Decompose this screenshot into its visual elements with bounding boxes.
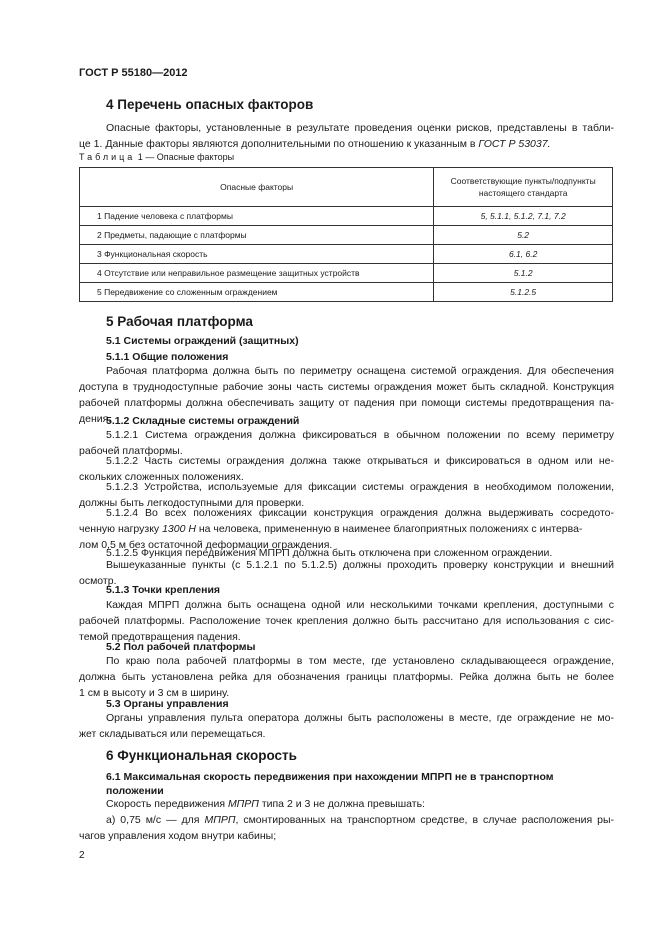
text-line: должна быть установлена рейка для обозначения границы платформы. Рейка должна быть не более — [79, 671, 614, 683]
load-value: 1300 Н — [162, 523, 196, 535]
subsection-5-1-3-text — [79, 597, 614, 645]
text-line: 5.1.2.3 Устройства, используемые для фиксации системы ограждения в необходимом положении, — [106, 481, 614, 493]
subsection-5-3-title: 5.3 Органы управления — [106, 698, 229, 710]
table-row — [80, 283, 613, 302]
column-header-clauses — [434, 168, 613, 207]
section-6-title: 6 Функциональная скорость — [106, 748, 297, 763]
text-line: 5.1.2.5 Функция передвижения МПРП должна быть отключена при сложенном ограждении. — [106, 547, 553, 559]
text-span: а) 0,75 м/с — для — [106, 814, 205, 826]
table-cell: 2 Предметы, падающие с платформы — [80, 226, 434, 245]
speed-intro — [79, 796, 614, 812]
table-caption — [79, 152, 234, 162]
mprp-term: МПРП — [204, 814, 236, 826]
table-cell: 5, 5.1.1, 5.1.2, 7.1, 7.2 — [434, 207, 613, 226]
text-line: Опасные факторы, установленные в результате проведения оценки рисков, представлены в табли- — [106, 122, 614, 134]
text-line: дения. — [79, 413, 112, 425]
text-line: лом 0,5 м без остаточной деформации ограждения. — [79, 539, 333, 551]
text-line — [79, 812, 614, 828]
table-cell: 6.1, 6.2 — [434, 245, 613, 264]
section-5-title: 5 Рабочая платформа — [106, 314, 253, 329]
text-line: доступа в труднодоступные рабочие зоны часть системы ограждения может быть складной. Конструкция — [79, 381, 614, 393]
subsection-5-1-3-title: 5.1.3 Точки крепления — [106, 584, 221, 596]
text-span: Скорость передвижения — [106, 798, 228, 810]
text-line: рабочей платформы. — [79, 445, 183, 457]
text-line: 5.1.2.4 Во всех положениях фиксации конструкция ограждения должна выдерживать сосредото- — [106, 507, 614, 519]
text-span: це 1. Данные факторы являются дополнительными по отношению к указанным в — [79, 138, 479, 150]
table-row — [80, 226, 613, 245]
text-line: рабочей платформы. Расположение точек крепления должно быть рассчитано для использования с сис- — [79, 615, 614, 627]
table-caption-text: 1 — Опасные факторы — [135, 152, 235, 162]
table-cell: 1 Падение человека с платформы — [80, 207, 434, 226]
text-line: чагов управления ходом внутри кабины; — [79, 830, 277, 842]
text-line: должны быть легкодоступными для проверки. — [79, 497, 305, 509]
text-line: Каждая МПРП должна быть оснащена одной или несколькими точками крепления, доступными с — [106, 599, 614, 611]
column-header-hazards: Опасные факторы — [80, 168, 434, 207]
section-4-title: 4 Перечень опасных факторов — [106, 97, 314, 112]
text-line: 1 см в высоту и 3 см в ширину. — [79, 687, 230, 699]
subsection-5-1-title: 5.1 Системы ограждений (защитных) — [106, 335, 299, 347]
table-cell: 5.1.2 — [434, 264, 613, 283]
subsection-5-2-title: 5.2 Пол рабочей платформы — [106, 641, 256, 653]
text-line: Рабочая платформа должна быть по периметру оснащена системой ограждения. Для обеспечения — [106, 365, 614, 377]
subsection-5-1-1-title: 5.1.1 Общие положения — [106, 351, 229, 363]
table-cell: 5.2 — [434, 226, 613, 245]
text-line — [79, 796, 614, 812]
subsection-5-3-text — [79, 710, 614, 742]
table-cell: 3 Функциональная скорость — [80, 245, 434, 264]
text-line: По краю пола рабочей платформы в том месте, где установлено складывающееся ограждение, — [106, 655, 614, 667]
text-line: 5.1.2.2 Часть системы ограждения должна также открываться и фиксироваться в одном или не- — [106, 455, 614, 467]
table-caption-prefix: Таблица — [79, 152, 136, 162]
table-cell: 5.1.2.5 — [434, 283, 613, 302]
subsection-6-1-title: 6.1 Максимальная скорость передвижения при нахождении МПРП не в транспортном — [106, 771, 554, 783]
table-cell: 5 Передвижение со сложенным ограждением — [80, 283, 434, 302]
text-line: Органы управления пульта оператора должны быть расположены в месте, где ограждение не мо- — [106, 712, 614, 724]
subsection-5-2-text — [79, 653, 614, 701]
text-line: Вышеуказанные пункты (с 5.1.2.1 по 5.1.2.5) должны проходить проверку конструкции и внешний — [106, 559, 614, 571]
section-4-paragraph — [79, 120, 614, 152]
text-line: осмотр. — [79, 575, 117, 587]
speed-item-a — [79, 812, 614, 844]
text-line — [79, 521, 614, 537]
table-row — [80, 245, 613, 264]
text-line: жет складываться или перемещаться. — [79, 728, 266, 740]
gost-reference: ГОСТ Р 53037. — [478, 138, 551, 150]
text-span: на человека, примененную в наименее благоприятных положениях с интерва- — [195, 523, 583, 535]
text-span: ченную нагрузку — [79, 523, 163, 535]
table-row — [80, 207, 613, 226]
table-row — [80, 264, 613, 283]
text-span: типа 2 и 3 не должна превышать: — [258, 798, 425, 810]
subsection-5-1-2-title: 5.1.2 Складные системы ограждений — [106, 415, 300, 427]
header-line: Соответствующие пункты/подпункты — [450, 176, 596, 186]
text-line — [79, 136, 614, 152]
text-line: 5.1.2.1 Система ограждения должна фиксироваться в обычном положении по всему периметру — [106, 429, 614, 441]
text-line: темой предотвращения падения. — [79, 631, 241, 643]
page-number: 2 — [79, 850, 85, 861]
subsection-6-1-title-cont: положении — [106, 785, 164, 797]
hazards-table — [79, 167, 613, 302]
mprp-term: МПРП — [227, 798, 259, 810]
text-line: скольких сложенных положениях. — [79, 471, 244, 483]
text-span: , смонтированных на транспортном средстве, в случае расположения ры- — [235, 814, 614, 826]
text-line: рабочей платформы должна обеспечивать защиту от падения при помощи системы предотвращения па- — [79, 397, 614, 409]
document-id: ГОСТ Р 55180—2012 — [79, 67, 188, 79]
table-header-row — [80, 168, 613, 207]
header-line: настоящего стандарта — [478, 188, 568, 198]
table-cell: 4 Отсутствие или неправильное размещение защитных устройств — [80, 264, 434, 283]
